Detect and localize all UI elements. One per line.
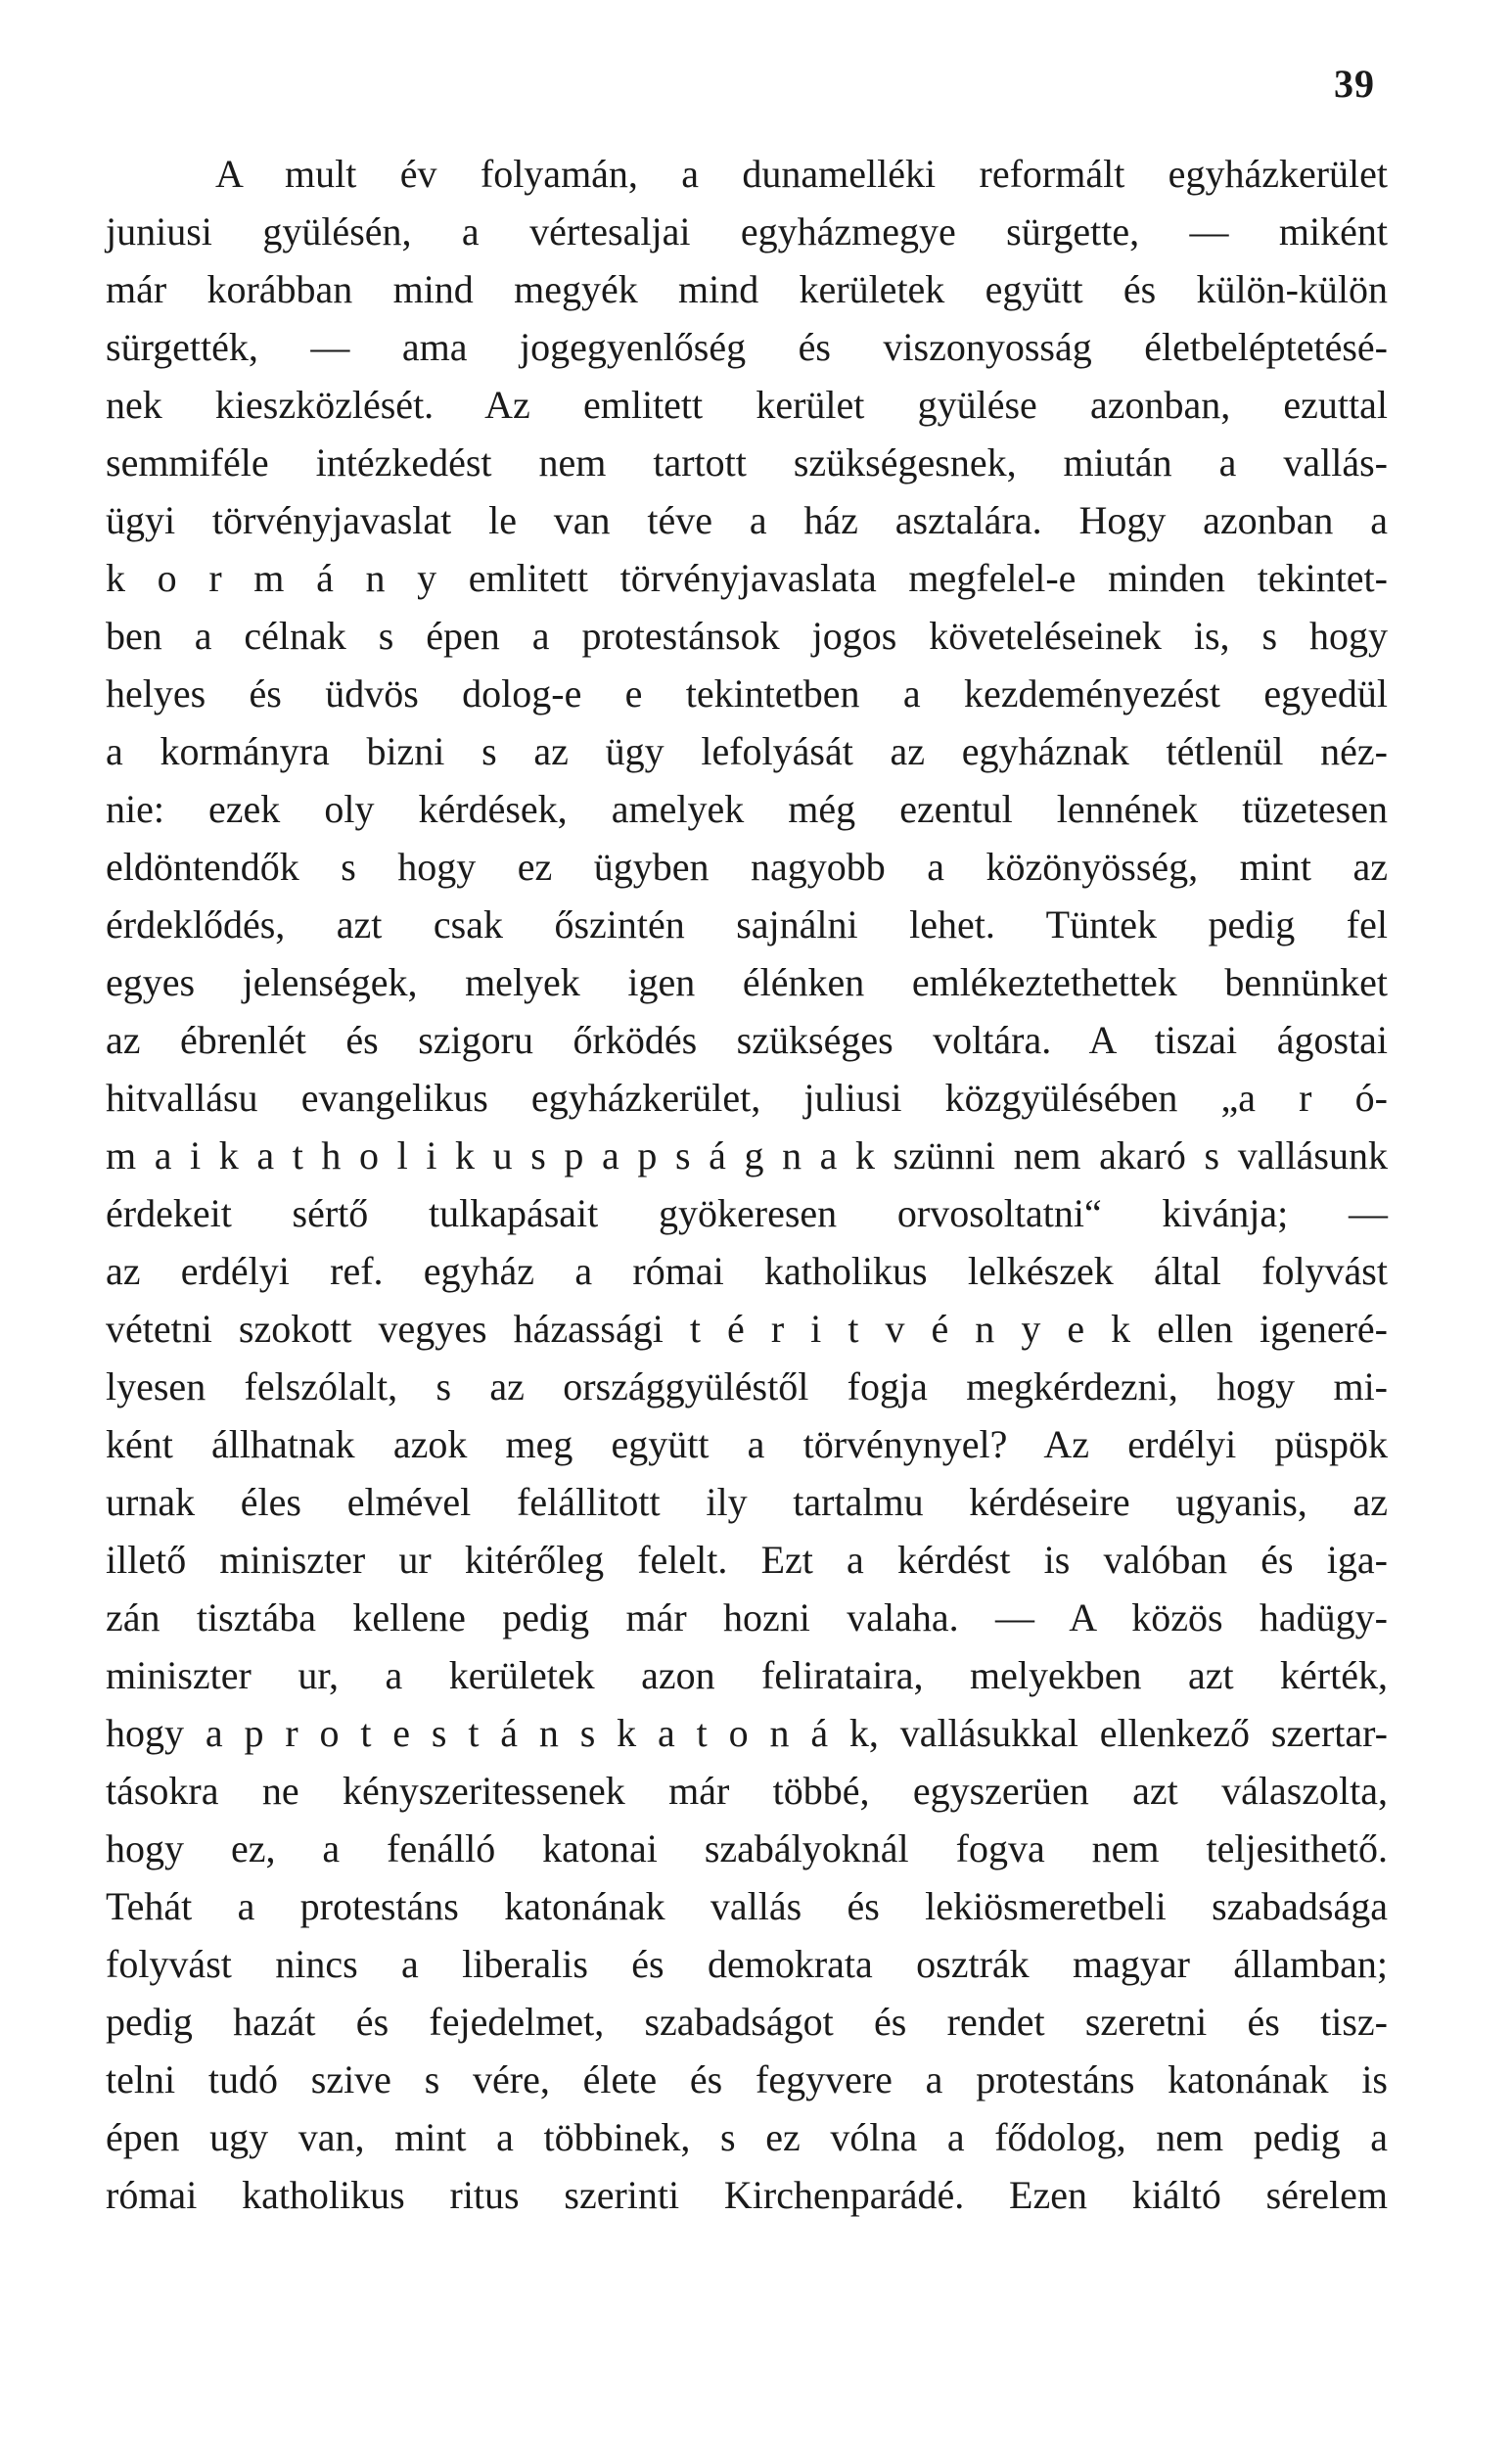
text-line: nek kieszközlését. Az emlitett kerület gyülése azonban, ezuttal — [106, 383, 1388, 427]
text-line: vétetni szokott vegyes házassági t é r i t v é n y e k ellen igeneré- — [106, 1307, 1388, 1351]
text-line: telni tudó szive s vére, élete és fegyvere a protestáns katonának is — [106, 2057, 1388, 2101]
body-text — [106, 145, 1388, 2224]
text-line: ben a célnak s épen a protestánsok jogos követeléseinek is, s hogy — [106, 614, 1388, 658]
text-line: tásokra ne kényszeritessenek már többé, egyszerüen azt válaszolta, — [106, 1769, 1388, 1813]
text-line: sürgették, — ama jogegyenlőség és viszonyosság életbeléptetésé- — [106, 325, 1388, 369]
text-line: római katholikus ritus szerinti Kirchenparádé. Ezen kiáltó sérelem — [106, 2173, 1388, 2217]
text-line: érdekeit sértő tulkapásait gyökeresen orvosoltatni“ kivánja; — — [106, 1191, 1388, 1235]
page-number: 39 — [1334, 62, 1375, 106]
text-line: Tehát a protestáns katonának vallás és lekiösmeretbeli szabadsága — [106, 1884, 1388, 1928]
text-line: a kormányra bizni s az ügy lefolyását az egyháznak tétlenül néz- — [106, 729, 1388, 773]
text-line: ként állhatnak azok meg együtt a törvénynyel? Az erdélyi püspök — [106, 1422, 1388, 1466]
text-line: hitvallásu evangelikus egyházkerület, juliusi közgyülésében „a r ó- — [106, 1076, 1388, 1120]
text-line: semmiféle intézkedést nem tartott szükségesnek, miután a vallás- — [106, 440, 1388, 485]
text-line: zán tisztába kellene pedig már hozni valaha. — A közös hadügy- — [106, 1595, 1388, 1639]
text-line: az ébrenlét és szigoru őrködés szükséges voltára. A tiszai ágostai — [106, 1018, 1388, 1062]
text-line: lyesen felszólalt, s az országgyüléstől fogja megkérdezni, hogy mi- — [106, 1364, 1388, 1408]
text-line: pedig hazát és fejedelmet, szabadságot és rendet szeretni és tisz- — [106, 2000, 1388, 2044]
text-line: k o r m á n y emlitett törvényjavaslata megfelel-e minden tekintet- — [106, 556, 1388, 600]
text-line: nie: ezek oly kérdések, amelyek még ezentul lennének tüzetesen — [106, 787, 1388, 831]
text-line: az erdélyi ref. egyház a római katholikus lelkészek által folyvást — [106, 1249, 1388, 1293]
text-line: ügyi törvényjavaslat le van téve a ház asztalára. Hogy azonban a — [106, 498, 1388, 542]
text-line: egyes jelenségek, melyek igen élénken emlékeztethettek bennünket — [106, 960, 1388, 1004]
text-line: érdeklődés, azt csak őszintén sajnálni lehet. Tüntek pedig fel — [106, 902, 1388, 946]
text-line: illető miniszter ur kitérőleg felelt. Ezt a kérdést is valóban és iga- — [106, 1538, 1388, 1582]
text-line: m a i k a t h o l i k u s p a p s á g n a k szünni nem akaró s vallásunk — [106, 1133, 1388, 1177]
text-line: már korábban mind megyék mind kerületek együtt és külön-külön — [106, 267, 1388, 311]
text-line: hogy ez, a fenálló katonai szabályoknál fogva nem teljesithető. — [106, 1826, 1388, 1870]
text-line: juniusi gyülésén, a vértesaljai egyházmegye sürgette, — miként — [106, 209, 1388, 254]
text-line: A mult év folyamán, a dunamelléki reformált egyházkerület — [215, 152, 1388, 196]
text-line: eldöntendők s hogy ez ügyben nagyobb a közönyösség, mint az — [106, 845, 1388, 889]
text-line: folyvást nincs a liberalis és demokrata osztrák magyar államban; — [106, 1942, 1388, 1986]
text-line: hogy a p r o t e s t á n s k a t o n á k, vallásukkal ellenkező szertar- — [106, 1711, 1388, 1755]
text-line: épen ugy van, mint a többinek, s ez vólna a fődolog, nem pedig a — [106, 2115, 1388, 2159]
text-line: urnak éles elmével felállitott ily tartalmu kérdéseire ugyanis, az — [106, 1480, 1388, 1524]
text-line: miniszter ur, a kerületek azon felirataira, melyekben azt kérték, — [106, 1653, 1388, 1697]
text-line: helyes és üdvös dolog-e e tekintetben a kezdeményezést egyedül — [106, 671, 1388, 716]
